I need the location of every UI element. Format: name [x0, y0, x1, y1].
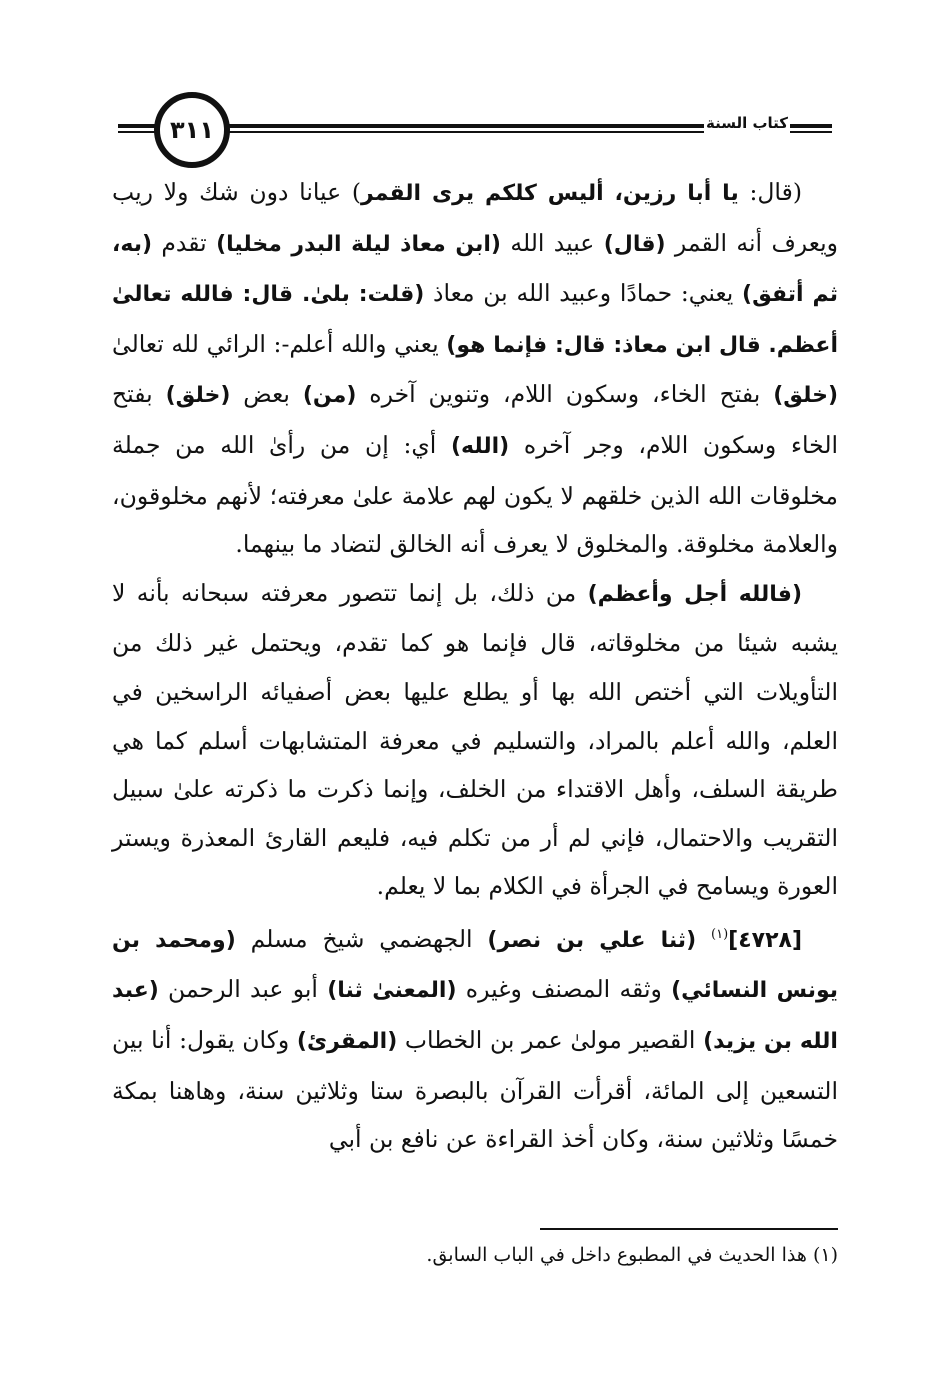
body-text: [112, 168, 838, 1164]
text-run: بفتح الخاء وسكون اللام، وجر آخره: [112, 380, 839, 459]
bold-quote: قال ابن معاذ: قال: فإنما هو): [446, 332, 761, 358]
text-run: يعني والله أعلم-: الرائي لله تعالىٰ: [112, 329, 447, 358]
header-rule: [226, 124, 704, 128]
bold-quote: [٤٧٢٨]: [728, 927, 802, 953]
paragraph: [112, 168, 838, 569]
bold-quote: (ومحمد بن يونس النسائي): [112, 927, 839, 1004]
footnote: (١) هذا الحديث في المطبوع داخل في الباب السابق.: [426, 1244, 838, 1266]
header-rule: [790, 131, 832, 133]
text-run: [696, 925, 711, 953]
text-run: وثقه المصنف وغيره: [456, 975, 672, 1004]
bold-quote: (ثنا علي بن نصر): [487, 927, 697, 953]
header-rule: [226, 131, 704, 133]
bold-quote: (به، ثم أتفق): [112, 231, 838, 308]
bold-quote: (الله): [451, 433, 510, 459]
text-run: القصير مولىٰ عمر بن الخطاب: [397, 1025, 704, 1054]
bold-quote: (المقرئ): [296, 1028, 398, 1054]
text-run: تقدم: [152, 228, 217, 257]
text-run: وكان يقول: أنا بين التسعين إلى المائة، أقرأت القرآن بالبصرة ستا وثلاثين سنة، وهاهنا بمكة خمسًا وثلاثين سنة، وكان أخذ القراءة عن نافع بن أبي: [112, 1025, 838, 1154]
bold-quote: (خلق): [773, 383, 838, 409]
bold-quote: (فالله أجل وأعظم): [587, 581, 803, 607]
text-run: بفتح الخاء، وسكون اللام، وتنوين آخره: [356, 380, 774, 409]
header-rule: [790, 124, 832, 128]
text-run: بعض: [230, 380, 303, 409]
text-run: يعني: حمادًا وعبيد الله بن معاذ: [424, 279, 743, 308]
text-run: (قال:: [738, 178, 802, 206]
footnote-divider: [540, 1228, 838, 1230]
paragraph: [112, 569, 838, 911]
header-rule: [118, 131, 158, 133]
text-run: عبيد الله: [500, 228, 604, 257]
text-run: الجهضمي شيخ مسلم: [235, 924, 488, 953]
footnote-ref: (١): [711, 926, 729, 942]
bold-quote: (خلق): [165, 383, 231, 409]
bold-quote: (قال): [603, 231, 666, 257]
bold-quote: (المعنىٰ ثنا): [327, 978, 457, 1004]
text-run: من ذلك، بل إنما تتصور معرفته سبحانه بأنه لا يشبه شيئا من مخلوقاته، قال فإنما هو كما تقدم، ويحتمل غير ذلك من التأويلات التي أختص الله بها أو يطلع عليها بعض أصفيائه الراسخين في العلم، والله أعلم بالمراد، والتسليم في معرفة المتشابهات أسلم كما هي طريقة السلف، وأهل الاقتداء من الخلف، وإنما ذكرت ما ذكرته علىٰ سبيل التقريب والاحتمال، فإني لم أر من تكلم فيه، فليعم القارئ المعذرة ويستر العورة ويسامح في الجرأة في الكلام بما لا يعلم.: [112, 578, 838, 901]
book-title: كتاب السنة: [705, 114, 789, 132]
header-rule: [118, 124, 158, 128]
text-run: ) عيانا دون شك ولا ريب ويعرف أنه القمر: [112, 178, 838, 257]
paragraph: [112, 911, 838, 1164]
text-run: أبو عبد الرحمن: [158, 975, 328, 1004]
bold-quote: (قلت: بلىٰ. قال: فالله تعالىٰ أعظم.: [112, 282, 838, 358]
bold-quote: (من): [302, 383, 357, 409]
page-number: ٣١١: [170, 116, 214, 144]
bold-quote: (عبد الله بن يزيد): [112, 978, 838, 1054]
page-number-badge: [154, 92, 230, 168]
bold-quote: (ابن معاذ ليلة البدر مخليا): [216, 231, 501, 257]
text-run: أي: إن من رأىٰ الله من جملة مخلوقات الله الذين خلقهم لا يكون لهم علامة علىٰ معرفته؛ لأنهم مخلوقون، والعلامة مخلوقة. والمخلوق لا يعرف أنه الخالق لتضاد ما بينهما.: [112, 430, 838, 559]
page-header: [0, 88, 947, 168]
bold-quote: يا أبا رزين، ألیس کلکم یری القمر: [361, 181, 739, 206]
